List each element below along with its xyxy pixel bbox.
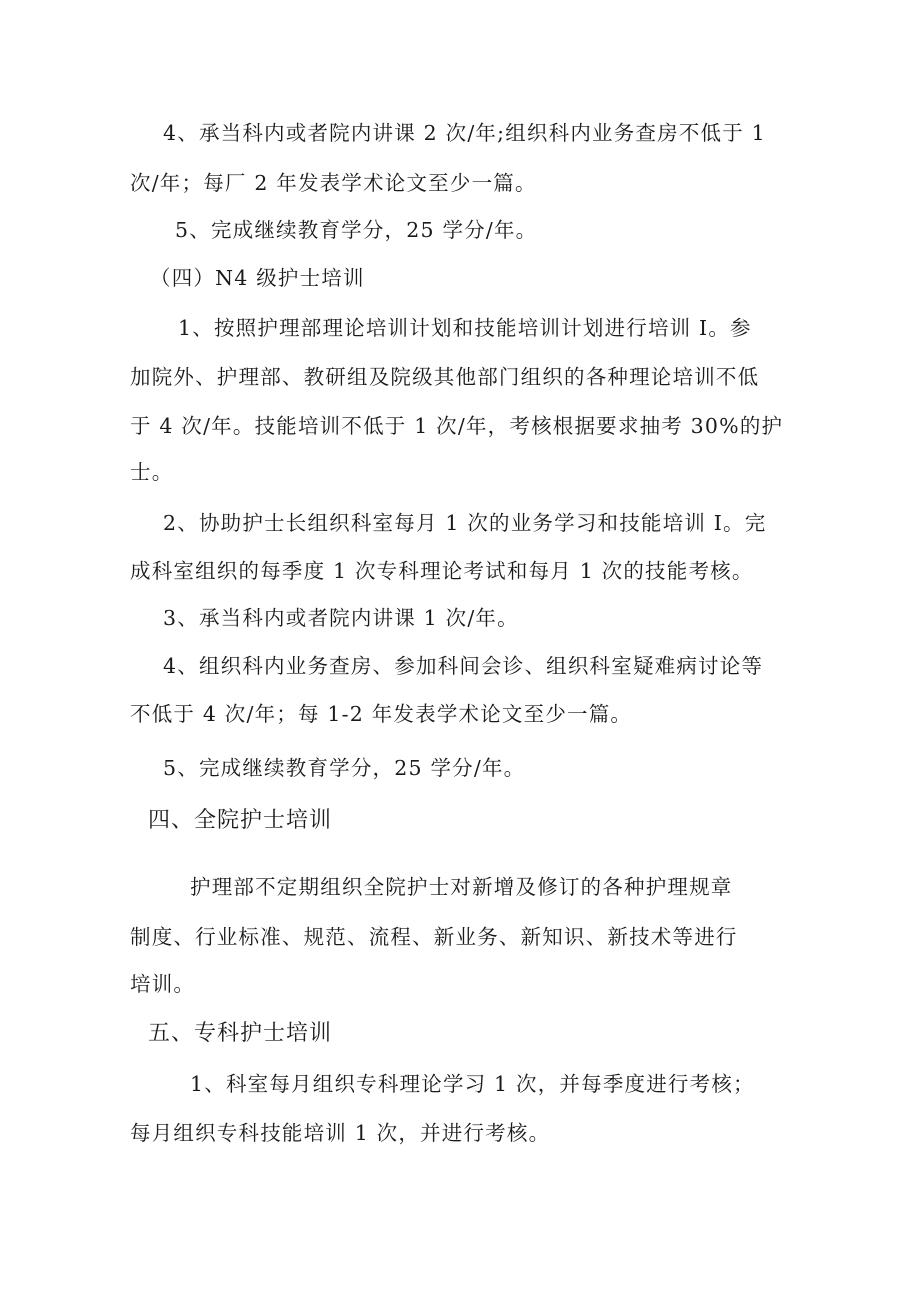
paragraph-line: 4、组织科内业务查房、参加科间会诊、组织科室疑难病讨论等 [163,654,764,678]
paragraph-line: 5、完成继续教育学分，25 学分/年。 [175,218,538,242]
paragraph-line: 加院外、护理部、教研组及院级其他部门组织的各种理论培训不低 [130,365,760,389]
paragraph-line: 不低于 4 次/年；每 1-2 年发表学术论文至少一篇。 [130,702,633,726]
paragraph-line: 次/年；每厂 2 年发表学术论文至少一篇。 [130,171,537,195]
paragraph-line: 3、承当科内或者院内讲课 1 次/年。 [163,606,519,630]
paragraph-line: 护理部不定期组织全院护士对新增及修订的各种护理规章 [190,875,733,899]
paragraph-line: 于 4 次/年。技能培训不低于 1 次/年，考核根据要求抽考 30%的护 [130,414,784,438]
paragraph-line: 1、按照护理部理论培训计划和技能培训计划进行培训 I。参 [178,316,752,340]
paragraph-line: 成科室组织的每季度 1 次专科理论考试和每月 1 次的技能考核。 [130,559,754,583]
paragraph-line: 培训。 [130,972,196,996]
paragraph-line: 2、协助护士长组织科室每月 1 次的业务学习和技能培训 I。完 [163,511,767,535]
section-heading: 四、全院护士培训 [148,808,333,833]
paragraph-line: 5、完成继续教育学分，25 学分/年。 [163,756,526,780]
paragraph-line: 每月组织专科技能培训 1 次，并进行考核。 [130,1121,551,1145]
section-heading: 五、专科护士培训 [148,1021,333,1046]
paragraph-line: 制度、行业标准、规范、流程、新业务、新知识、新技术等进行 [130,925,738,949]
paragraph-line: 4、承当科内或者院内讲课 2 次/年;组织科内业务查房不低于 1 [163,121,766,145]
paragraph-line: 1、科室每月组织专科理论学习 1 次，并每季度进行考核； [190,1072,755,1096]
paragraph-line: 士。 [130,460,174,484]
subsection-title: （四）N4 级护士培训 [150,266,365,290]
